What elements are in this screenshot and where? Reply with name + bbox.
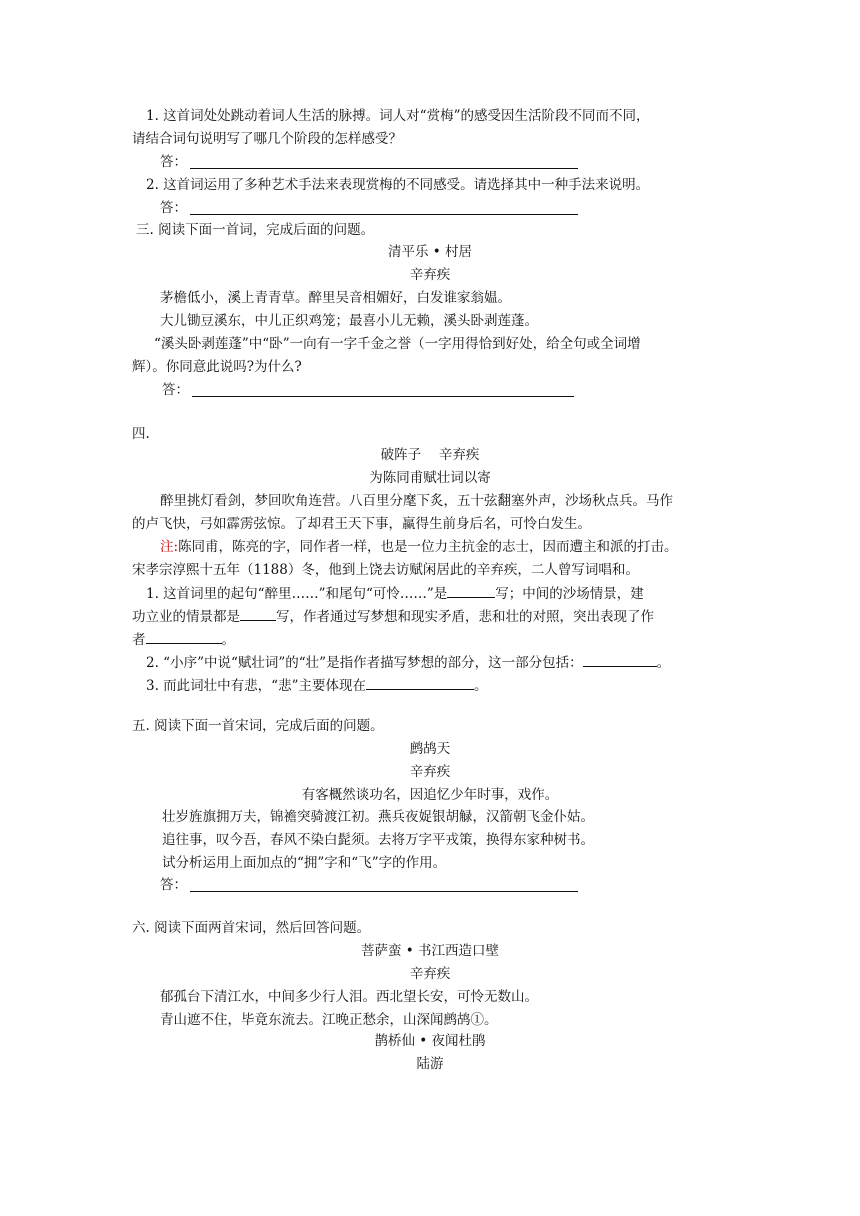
- s2-answer-blank-1[interactable]: [190, 168, 578, 169]
- s4-question-1-line-c: [132, 629, 235, 650]
- s2-answer-blank-2[interactable]: [190, 214, 578, 215]
- s4-q2-blank[interactable]: [583, 652, 657, 667]
- s3-answer-label: 答：: [162, 382, 189, 398]
- s6-heading: 六. 阅读下面两首宋词，然后回答问题。: [132, 920, 371, 936]
- s4-poem-line-2: 的卢飞快，弓如霹雳弦惊。了却君王天下事，赢得生前身后名，可怜白发生。: [132, 516, 591, 532]
- s4-note-text-a: 陈同甫，陈亮的字，同作者一样，也是一位力主抗金的志士，因而遭主和派的打击。: [178, 539, 678, 555]
- s3-poem-title: 清平乐 • 村居: [387, 244, 473, 260]
- s2-answer-label-2: 答：: [160, 200, 187, 216]
- s3-heading: 三. 阅读下面一首词，完成后面的问题。: [136, 222, 375, 238]
- s3-poem-line-1: 茅檐低小，溪上青青草。醉里吴音相媚好，白发谁家翁媪。: [160, 290, 511, 306]
- s4-q1-blank-1[interactable]: [447, 583, 495, 598]
- s4-q1-blank-2[interactable]: [240, 606, 276, 621]
- s3-answer-blank[interactable]: [192, 396, 574, 397]
- s4-q3-blank[interactable]: [366, 675, 474, 690]
- s4-note-line-a: [160, 537, 678, 557]
- s4-note-line-b: 宋孝宗淳熙十五年（1188）冬，他到上饶去访赋闲居此的辛弃疾，二人曾写词唱和。: [132, 562, 639, 578]
- s2-question-1a: 1. 这首词处处跳动着词人生活的脉搏。词人对“赏梅”的感受因生活阶段不同而不同，: [146, 108, 650, 124]
- s5-answer-label: 答：: [160, 877, 187, 893]
- s4-q1-text-a2: 写；中间的沙场情景，建: [495, 586, 644, 602]
- s4-q1-text-b2: 写，作者通过写梦想和现实矛盾，悲和壮的对照，突出表现了作: [276, 609, 654, 625]
- s3-question-a: “溪头卧剥莲蓬”中“卧”一向有一字千金之誉（一字用得恰到好处，给全句或全词增: [154, 336, 641, 352]
- s2-question-2: 2. 这首词运用了多种艺术手法来表现赏梅的不同感受。请选择其中一种手法来说明。: [146, 177, 650, 193]
- s4-question-3: [146, 675, 487, 696]
- s4-question-2: [146, 652, 670, 673]
- s6-poem2-title: 鹊桥仙 • 夜闻杜鹃: [374, 1033, 486, 1049]
- s5-poem-line-1: 壮岁旌旗拥万夫，锦襜突骑渡江初。燕兵夜娖银胡觮，汉箭朝飞金仆姑。: [162, 809, 594, 825]
- s5-poem-line-2: 追往事，叹今吾，春风不染白髭须。去将万字平戎策，换得东家种树书。: [162, 832, 594, 848]
- s5-answer-blank[interactable]: [190, 891, 578, 892]
- s4-q3-text-1: 3. 而此词壮中有悲，“悲”主要体现在: [146, 678, 366, 694]
- s5-poem-author: 辛弃疾: [409, 764, 451, 780]
- s4-q3-text-2: 。: [473, 678, 488, 694]
- s4-note-label: 注:: [160, 539, 179, 555]
- s4-poem-title: 破阵子 辛弃疾: [380, 447, 480, 463]
- s2-answer-label-1: 答：: [160, 154, 187, 170]
- s5-heading: 五. 阅读下面一首宋词，完成后面的问题。: [132, 718, 384, 734]
- s4-question-1-line-a: [146, 583, 644, 604]
- s4-poem-line-1: 醉里挑灯看剑，梦回吹角连营。八百里分麾下炙，五十弦翻塞外声，沙场秋点兵。马作: [160, 493, 673, 509]
- s4-heading: 四.: [132, 426, 150, 442]
- s3-question-b: 辉）。你同意此说吗?为什么?: [132, 359, 302, 375]
- s6-poem1-title: 菩萨蛮 • 书江西造口壁: [360, 943, 500, 959]
- s3-poem-author: 辛弃疾: [409, 267, 451, 283]
- s4-q1-text-b1: 功立业的情景都是: [132, 609, 240, 625]
- s4-question-1-line-b: [132, 606, 654, 627]
- s5-poem-preface: 有客概然谈功名，因追忆少年时事，戏作。: [301, 787, 559, 803]
- s4-q1-text-c1: 者: [132, 632, 146, 648]
- s5-poem-title: 鹧鸪天: [409, 741, 451, 757]
- s6-poem1-author: 辛弃疾: [409, 966, 451, 982]
- s3-poem-line-2: 大儿锄豆溪东，中儿正织鸡笼；最喜小儿无赖，溪头卧剥莲蓬。: [160, 313, 538, 329]
- s4-q1-blank-3[interactable]: [146, 629, 222, 644]
- s4-poem-subtitle: 为陈同甫赋壮词以寄: [369, 470, 491, 486]
- s2-question-1b: 请结合词句说明写了哪几个阶段的怎样感受？: [132, 131, 402, 147]
- s4-q1-text-c2: 。: [221, 632, 235, 648]
- s6-poem1-line-1: 郁孤台下清江水，中间多少行人泪。西北望长安，可怜无数山。: [160, 989, 538, 1005]
- s4-q2-text-2: 。: [656, 655, 671, 671]
- s5-question: 试分析运用上面加点的“拥”字和“飞”字的作用。: [162, 855, 447, 871]
- s6-poem2-author: 陆游: [416, 1056, 444, 1072]
- s4-q2-text-1: 2. “小序”中说“赋壮词”的“壮”是指作者描写梦想的部分，这一部分包括：: [146, 655, 583, 671]
- s4-q1-text-a1: 1. 这首词里的起句“醉里……”和尾句“可怜……”是: [146, 586, 448, 602]
- s6-poem1-line-2: 青山遮不住，毕竟东流去。江晚正愁余，山深闻鹧鸪①。: [160, 1012, 498, 1028]
